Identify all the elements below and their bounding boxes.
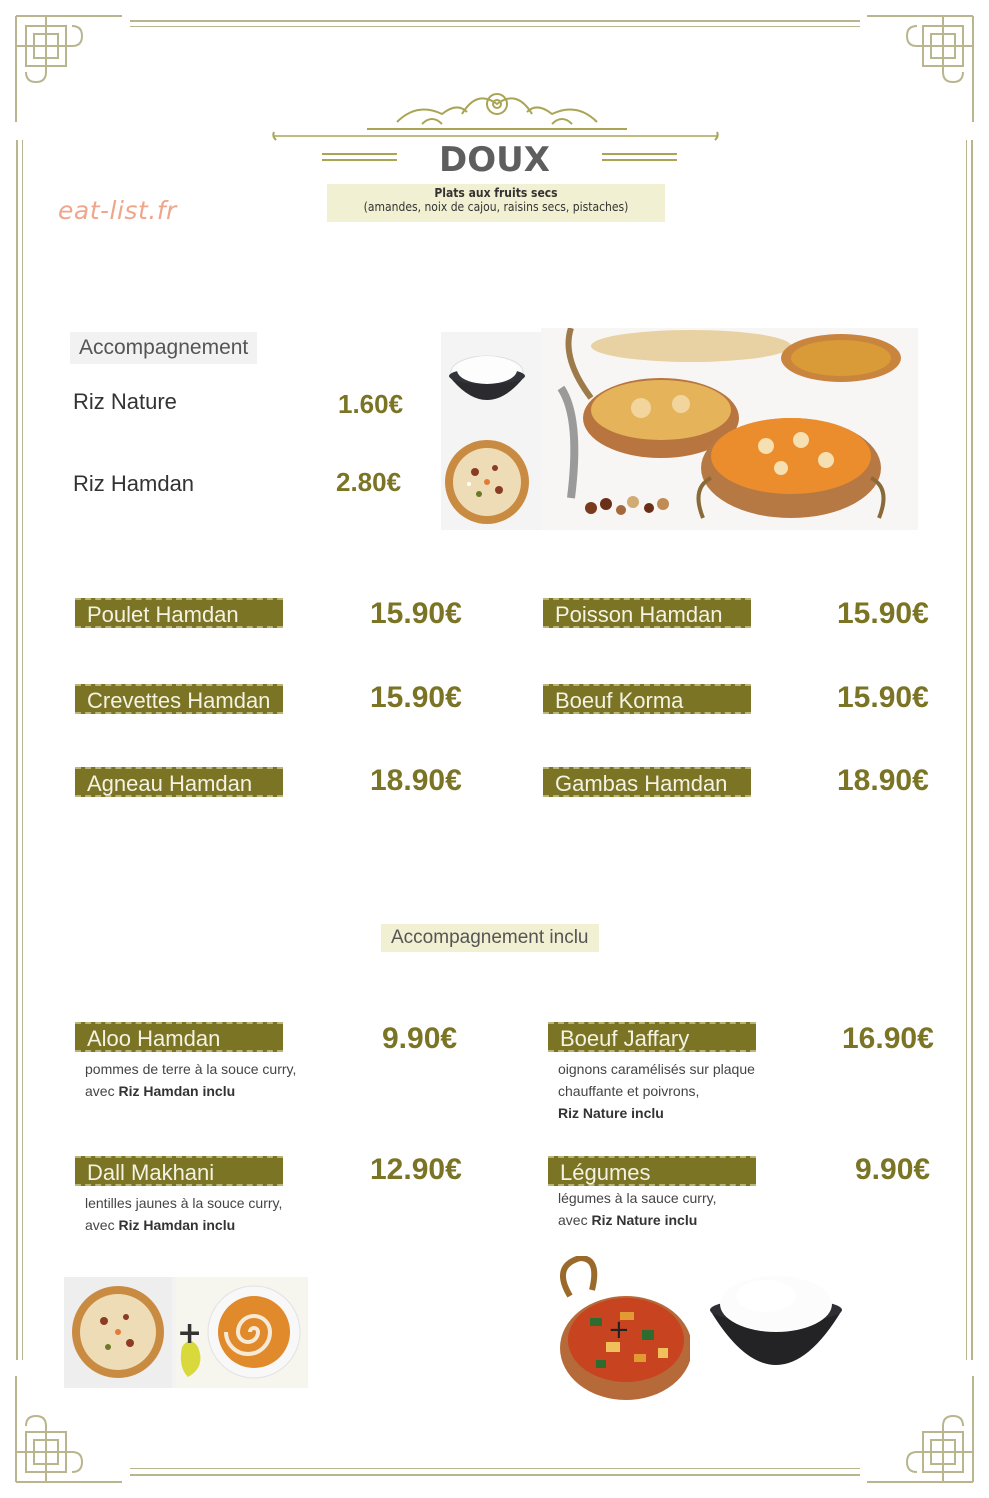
dish-tag-boeuf-jaffary: Boeuf Jaffary <box>548 1022 756 1052</box>
dish-price-legumes: 9.90€ <box>855 1153 931 1186</box>
corner-ornament-bottom-right <box>857 1366 977 1486</box>
subtitle-line-2: (amandes, noix de cajou, raisins secs, pistaches) <box>363 200 629 214</box>
dish-tag-agneau-hamdan: Agneau Hamdan <box>75 767 283 797</box>
accompagnement-label: Accompagnement <box>70 332 257 364</box>
curry-dishes-photo <box>541 328 918 530</box>
desc-bold-inclu: Riz Nature inclu <box>558 1105 664 1121</box>
side-name-riz-nature: Riz Nature <box>73 389 177 414</box>
dish-price-aloo-hamdan: 9.90€ <box>382 1022 458 1055</box>
desc-prefix: avec <box>85 1083 119 1099</box>
frame-left-line-inner <box>22 140 23 1360</box>
dish-desc-line <box>558 1209 716 1231</box>
dish-tag-crevettes-hamdan: Crevettes Hamdan <box>75 684 283 714</box>
dish-price-dall-makhani: 12.90€ <box>370 1153 462 1186</box>
dish-desc-aloo-hamdan <box>85 1058 296 1102</box>
frame-top-line-inner <box>130 26 860 27</box>
corner-ornament-top-left <box>12 12 132 132</box>
dish-tag-poisson-hamdan: Poisson Hamdan <box>543 598 751 628</box>
dish-desc-dall-makhani <box>85 1192 282 1236</box>
dish-tag-legumes: Légumes <box>548 1156 756 1186</box>
page-title: DOUX <box>439 140 550 180</box>
dish-tag-gambas-hamdan: Gambas Hamdan <box>543 767 751 797</box>
watermark-text: eat-list.fr <box>58 196 177 225</box>
dish-desc-line: légumes à la sauce curry, <box>558 1190 717 1206</box>
side-price-riz-hamdan: 2.80€ <box>336 467 402 497</box>
side-name-riz-hamdan: Riz Hamdan <box>73 471 195 496</box>
desc-bold-inclu: Riz Nature inclu <box>591 1212 698 1228</box>
dish-price-crevettes-hamdan: 15.90€ <box>370 681 462 714</box>
dish-desc-line: lentilles jaunes à la souce curry, <box>85 1195 283 1211</box>
frame-bottom-line <box>130 1474 860 1476</box>
plus-sign: + <box>608 1315 630 1345</box>
desc-prefix: avec <box>558 1212 592 1228</box>
dish-desc-line: oignons caramélisés sur plaque <box>558 1061 755 1077</box>
dish-desc-line <box>85 1080 296 1102</box>
rice-bowls-photo <box>441 332 541 530</box>
vegetable-curry-photo <box>550 1256 690 1402</box>
dish-price-boeuf-korma: 15.90€ <box>837 681 929 714</box>
frame-right-line-inner <box>966 140 967 1360</box>
dish-price-poulet-hamdan: 15.90€ <box>370 597 462 630</box>
subtitle-box <box>327 184 665 222</box>
side-price-riz-nature: 1.60€ <box>338 389 404 419</box>
dish-desc-line <box>85 1214 282 1236</box>
dish-tag-poulet-hamdan: Poulet Hamdan <box>75 598 283 628</box>
frame-top-line <box>130 20 860 22</box>
dish-desc-line <box>558 1102 755 1124</box>
dish-price-poisson-hamdan: 15.90€ <box>837 597 929 630</box>
dish-desc-legumes <box>558 1187 716 1231</box>
dish-desc-line: chauffante et poivrons, <box>558 1083 700 1099</box>
subtitle-line-1: Plats aux fruits secs <box>434 186 558 200</box>
biryani-and-dal-photo <box>64 1277 308 1388</box>
frame-left-line <box>16 140 18 1360</box>
dish-desc-boeuf-jaffary <box>558 1058 755 1124</box>
desc-bold-inclu: Riz Hamdan inclu <box>118 1217 236 1233</box>
frame-right-line <box>971 140 973 1360</box>
dish-price-gambas-hamdan: 18.90€ <box>837 764 929 797</box>
desc-bold-inclu: Riz Hamdan inclu <box>118 1083 236 1099</box>
desc-prefix: avec <box>85 1217 119 1233</box>
dish-tag-boeuf-korma: Boeuf Korma <box>543 684 751 714</box>
dish-price-boeuf-jaffary: 16.90€ <box>842 1022 934 1055</box>
frame-bottom-line-inner <box>130 1468 860 1469</box>
accompagnement-inclu-label: Accompagnement inclu <box>381 924 599 952</box>
plus-sign: + <box>177 1316 203 1351</box>
dish-tag-dall-makhani: Dall Makhani <box>75 1156 283 1186</box>
rice-bowl-photo <box>706 1270 846 1380</box>
dish-tag-aloo-hamdan: Aloo Hamdan <box>75 1022 283 1052</box>
dish-desc-line: pommes de terre à la souce curry, <box>85 1061 297 1077</box>
dish-price-agneau-hamdan: 18.90€ <box>370 764 462 797</box>
corner-ornament-top-right <box>857 12 977 132</box>
